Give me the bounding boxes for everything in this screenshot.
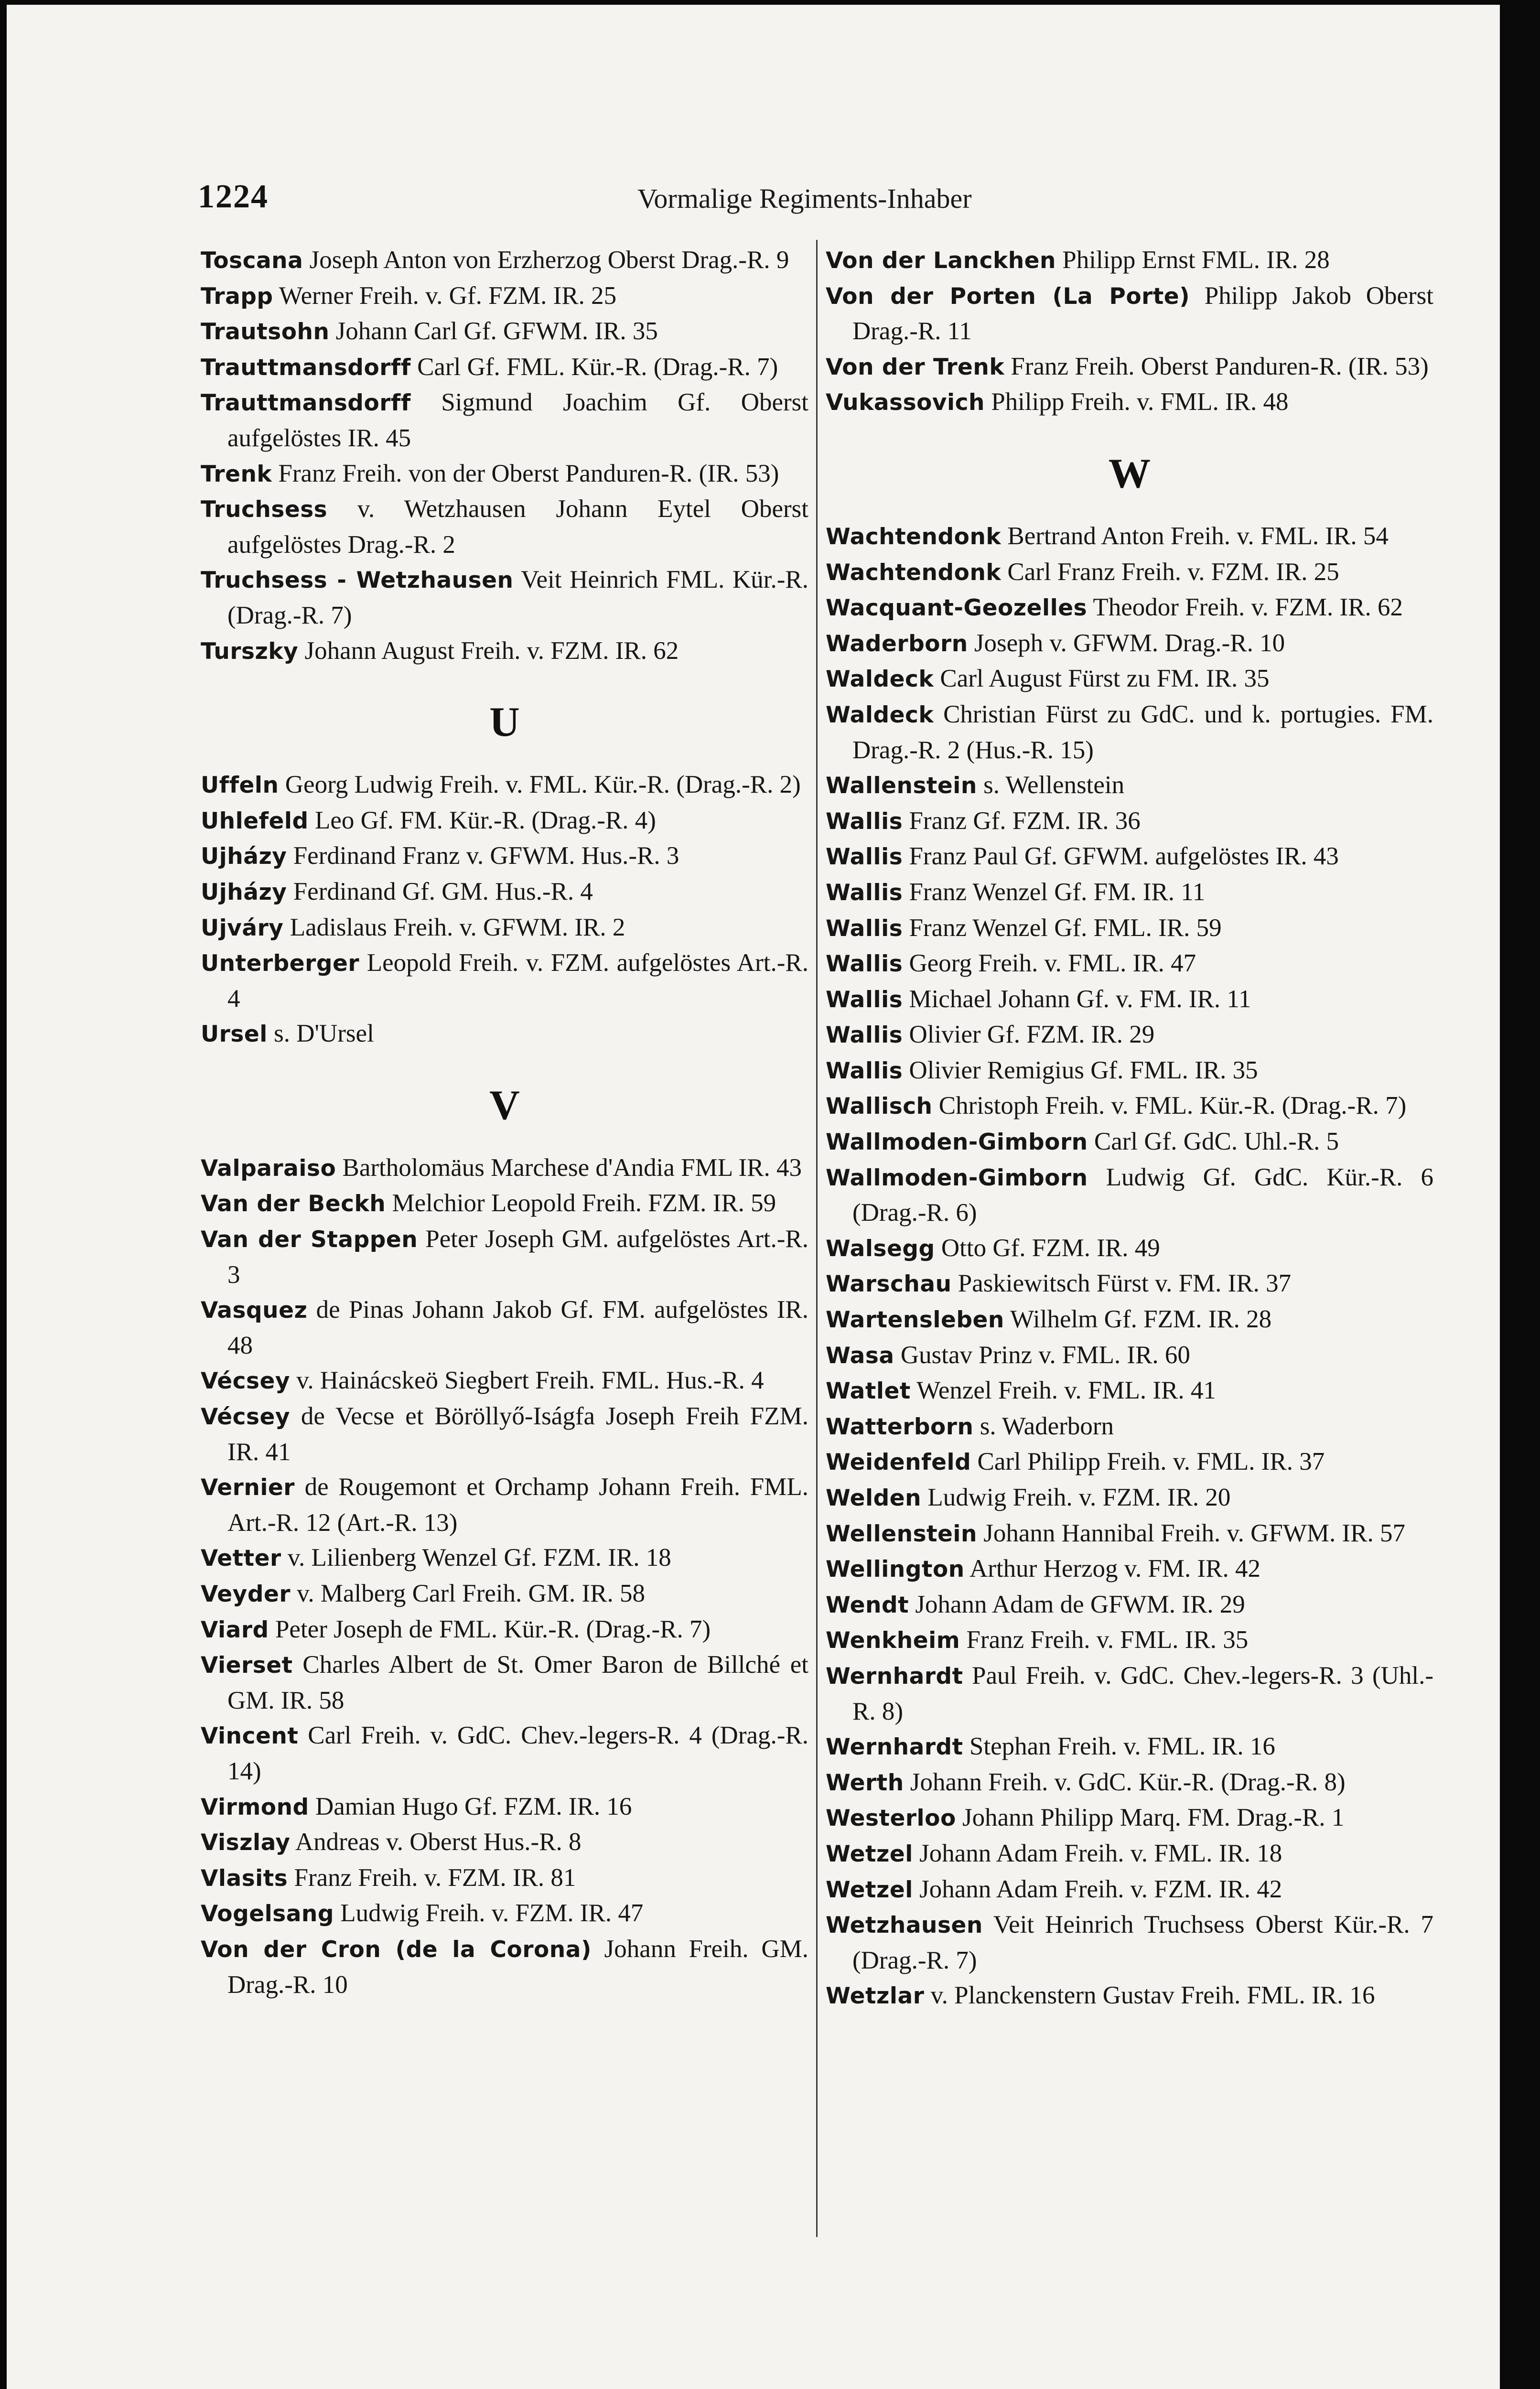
entry-text: Ferdinand Gf. GM. Hus.-R. 4 — [287, 877, 593, 905]
register-entry — [201, 314, 808, 350]
entry-headword: Wasa — [826, 1342, 894, 1369]
register-entry — [201, 910, 808, 946]
register-entry — [826, 1338, 1433, 1374]
register-entry — [826, 519, 1433, 555]
register-entry — [826, 1302, 1433, 1338]
entry-text: Ladislaus Freih. v. GFWM. IR. 2 — [283, 913, 625, 941]
register-entry — [826, 385, 1433, 420]
entry-headword: Van der Beckh — [201, 1191, 386, 1217]
entry-text: Johann Adam Freih. v. FML. IR. 18 — [913, 1839, 1282, 1867]
entry-headword: Vécsey — [201, 1404, 291, 1431]
register-entry — [826, 279, 1433, 349]
entry-text: Johann Hannibal Freih. v. GFWM. IR. 57 — [977, 1519, 1406, 1547]
entry-headword: Trenk — [201, 461, 272, 487]
entry-headword: Wendt — [826, 1592, 909, 1618]
register-entry — [826, 875, 1433, 911]
register-entry — [201, 1540, 808, 1576]
register-entry — [826, 982, 1433, 1018]
register-entry — [826, 1160, 1433, 1231]
entry-text: Veit Heinrich FML. Kür.-R. (Drag.-R. 7) — [227, 566, 808, 629]
register-entry — [826, 626, 1433, 662]
entry-headword: Vetter — [201, 1545, 281, 1572]
entry-headword: Watlet — [826, 1378, 911, 1405]
entry-headword: Wallis — [826, 1057, 903, 1084]
register-entry — [201, 946, 808, 1016]
entry-text: Stephan Freih. v. FML. IR. 16 — [963, 1733, 1275, 1761]
register-entry — [826, 349, 1433, 385]
entry-headword: Truchsess - Wetzhausen — [201, 567, 514, 594]
entry-headword: Watterborn — [826, 1413, 974, 1440]
register-entry — [826, 804, 1433, 839]
register-entry — [826, 1088, 1433, 1124]
entry-text: Carl Gf. FML. Kür.-R. (Drag.-R. 7) — [410, 353, 778, 381]
register-entry — [201, 1896, 808, 1932]
entry-text: Carl Gf. GdC. Uhl.-R. 5 — [1088, 1128, 1339, 1156]
entry-headword: Westerloo — [826, 1805, 956, 1832]
entry-headword: Turszky — [201, 638, 299, 665]
register-entry — [826, 1978, 1433, 2014]
register-entry — [201, 492, 808, 562]
register-entry — [826, 1765, 1433, 1801]
entry-headword: Virmond — [201, 1794, 309, 1820]
entry-text: Christoph Freih. v. FML. Kür.-R. (Drag.-R. 7) — [932, 1092, 1407, 1120]
register-entry — [826, 946, 1433, 982]
section-letter-heading: W — [1109, 450, 1151, 497]
register-entry — [826, 1623, 1433, 1658]
register-entry — [826, 1480, 1433, 1516]
entry-headword: Vlasits — [201, 1865, 288, 1892]
entry-text: Philipp Ernst FML. IR. 28 — [1056, 246, 1330, 274]
entry-text: Franz Freih. Oberst Panduren-R. (IR. 53) — [1004, 352, 1429, 380]
entry-text: Andreas v. Oberst Hus.-R. 8 — [290, 1828, 582, 1856]
entry-text: Peter Joseph GM. aufgelöstes Art.-R. 3 — [227, 1225, 808, 1289]
register-entry — [201, 1470, 808, 1540]
entry-headword: Wetzel — [826, 1876, 913, 1903]
entry-text: Melchior Leopold Freih. FZM. IR. 59 — [386, 1189, 776, 1217]
entry-headword: Uffeln — [201, 772, 279, 799]
register-entry — [201, 839, 808, 874]
entry-text: Ludwig Gf. GdC. Kür.-R. 6 (Drag.-R. 6) — [852, 1163, 1433, 1227]
entry-text: Carl August Fürst zu FM. IR. 35 — [934, 665, 1270, 693]
entry-text: v. Malberg Carl Freih. GM. IR. 58 — [291, 1580, 645, 1607]
entry-headword: Ujházy — [201, 843, 287, 870]
entry-text: Gustav Prinz v. FML. IR. 60 — [894, 1341, 1190, 1369]
entry-headword: Waldeck — [826, 666, 934, 693]
entry-text: Ludwig Freih. v. FZM. IR. 47 — [334, 1899, 644, 1927]
entry-text: v. Wetzhausen Johann Eytel Oberst aufgelöstes Drag.-R. 2 — [227, 495, 808, 559]
entry-headword: Van der Stappen — [201, 1227, 418, 1253]
entry-headword: Werth — [826, 1769, 904, 1796]
register-entry — [201, 1399, 808, 1470]
entry-headword: Vukassovich — [826, 389, 985, 416]
entry-headword: Walsegg — [826, 1235, 935, 1262]
running-title: Vormalige Regiments-Inhaber — [637, 183, 972, 214]
entry-headword: Wallis — [826, 951, 903, 978]
entry-headword: Vernier — [201, 1474, 295, 1501]
entry-text: Philipp Freih. v. FML. IR. 48 — [984, 388, 1289, 416]
entry-headword: Vierset — [201, 1652, 293, 1679]
register-entry — [201, 1825, 808, 1861]
entry-text: Franz Paul Gf. GFWM. aufgelöstes IR. 43 — [903, 842, 1339, 871]
entry-headword: Trapp — [201, 283, 273, 310]
register-entry — [201, 1861, 808, 1896]
entry-text: Leo Gf. FM. Kür.-R. (Drag.-R. 4) — [308, 806, 656, 834]
entry-text: Joseph Anton von Erzherzog Oberst Drag.-R. 9 — [303, 246, 789, 274]
entry-headword: Ujváry — [201, 915, 284, 941]
register-entry — [826, 1516, 1433, 1552]
entry-text: Johann Carl Gf. GFWM. IR. 35 — [329, 317, 658, 345]
register-entry — [826, 1231, 1433, 1267]
register-entry — [201, 1718, 808, 1789]
register-entry — [826, 590, 1433, 626]
entry-headword: Wernhardt — [826, 1663, 963, 1690]
entry-headword: Unterberger — [201, 950, 360, 977]
register-entry — [826, 1409, 1433, 1445]
entry-headword: Wallis — [826, 879, 903, 906]
register-entry — [201, 874, 808, 910]
entry-text: Johann Freih. GM. Drag.-R. 10 — [227, 1935, 808, 1999]
entry-text: s. Waderborn — [973, 1412, 1114, 1440]
register-entry — [201, 385, 808, 456]
entry-text: Franz Wenzel Gf. FML. IR. 59 — [903, 914, 1222, 942]
entry-text: Bertrand Anton Freih. v. FML. IR. 54 — [1001, 522, 1389, 550]
register-entry — [201, 456, 808, 492]
entry-text: Johann Freih. v. GdC. Kür.-R. (Drag.-R. 8) — [904, 1768, 1346, 1796]
entry-headword: Vasquez — [201, 1297, 308, 1324]
entry-text: Johann Adam Freih. v. FZM. IR. 42 — [913, 1875, 1282, 1903]
register-entry — [826, 1587, 1433, 1623]
register-entry — [826, 1907, 1433, 1978]
register-entry — [826, 839, 1433, 875]
entry-headword: Veyder — [201, 1581, 291, 1607]
register-entry — [201, 562, 808, 633]
entry-text: Paskiewitsch Fürst v. FM. IR. 37 — [951, 1270, 1292, 1298]
entry-headword: Wallis — [826, 915, 903, 942]
entry-text: Sigmund Joachim Gf. Oberst aufgelöstes IR. 45 — [227, 388, 808, 452]
entry-text: Carl Philipp Freih. v. FML. IR. 37 — [971, 1448, 1325, 1476]
entry-text: v. Hainácskeö Siegbert Freih. FML. Hus.-R. 4 — [290, 1367, 764, 1395]
entry-text: de Rougemont et Orchamp Johann Freih. FML. Art.-R. 12 (Art.-R. 13) — [227, 1473, 808, 1537]
entry-text: Ludwig Freih. v. FZM. IR. 20 — [921, 1484, 1231, 1511]
register-entry — [201, 1151, 808, 1186]
entry-headword: Welden — [826, 1485, 922, 1511]
register-entry — [826, 661, 1433, 697]
register-entry — [826, 1266, 1433, 1302]
entry-text: Olivier Gf. FZM. IR. 29 — [903, 1021, 1155, 1049]
entry-headword: Von der Lanckhen — [826, 248, 1056, 274]
entry-headword: Ujházy — [201, 879, 287, 905]
entry-headword: Valparaiso — [201, 1155, 336, 1182]
entry-text: de Vecse et Böröllyő-Iságfa Joseph Freih FZM. IR. 41 — [227, 1402, 808, 1466]
entry-text: Paul Freih. v. GdC. Chev.-legers-R. 3 (Uhl.-R. 8) — [852, 1661, 1433, 1725]
entry-text: Franz Freih. v. FZM. IR. 81 — [288, 1863, 576, 1892]
register-entry — [201, 1292, 808, 1363]
entry-headword: Wallenstein — [826, 773, 977, 799]
register-entry — [201, 1647, 808, 1718]
entry-headword: Wacquant-Geozelles — [826, 595, 1088, 622]
register-entry — [826, 1053, 1433, 1089]
register-entry — [201, 767, 808, 803]
entry-headword: Vogelsang — [201, 1901, 334, 1927]
entry-text: de Pinas Johann Jakob Gf. FM. aufgelöstes IR. 48 — [227, 1296, 808, 1359]
entry-text: Werner Freih. v. Gf. FZM. IR. 25 — [273, 281, 617, 310]
register-entry — [826, 768, 1433, 804]
entry-headword: Trautsohn — [201, 319, 330, 345]
column-divider — [816, 240, 818, 2237]
register-entry — [201, 350, 808, 386]
register-entry — [201, 279, 808, 314]
entry-text: Philipp Jakob Oberst Drag.-R. 11 — [852, 281, 1433, 345]
register-entry — [201, 1016, 808, 1052]
left-column — [201, 243, 808, 2002]
entry-text: Christian Fürst zu GdC. und k. portugies. FM. Drag.-R. 2 (Hus.-R. 15) — [852, 700, 1433, 764]
register-entry — [201, 1789, 808, 1825]
entry-headword: Wallmoden-Gimborn — [826, 1129, 1088, 1156]
section-letter-heading: U — [489, 699, 520, 746]
section-letter-heading: V — [489, 1082, 520, 1129]
entry-headword: Wenkheim — [826, 1627, 960, 1654]
entry-text: Ferdinand Franz v. GFWM. Hus.-R. 3 — [287, 842, 679, 870]
entry-headword: Uhlefeld — [201, 807, 309, 834]
register-entry — [201, 1576, 808, 1612]
entry-headword: Wallis — [826, 808, 903, 835]
entry-text: Olivier Remigius Gf. FML. IR. 35 — [903, 1056, 1258, 1084]
register-entry — [201, 1222, 808, 1292]
register-entry — [201, 243, 808, 279]
entry-text: Johann August Freih. v. FZM. IR. 62 — [298, 636, 679, 665]
entry-text: Franz Freih. v. FML. IR. 35 — [960, 1626, 1249, 1654]
document-page — [7, 5, 1500, 2389]
register-entry — [826, 1373, 1433, 1409]
entry-headword: Wellington — [826, 1556, 965, 1583]
entry-text: Johann Philipp Marq. FM. Drag.-R. 1 — [956, 1804, 1345, 1832]
entry-headword: Wetzlar — [826, 1983, 925, 2010]
entry-text: Franz Wenzel Gf. FM. IR. 11 — [903, 878, 1206, 906]
entry-text: Veit Heinrich Truchsess Oberst Kür.-R. 7 (Drag.-R. 7) — [852, 1911, 1433, 1974]
entry-headword: Trauttmansdorff — [201, 390, 411, 417]
entry-text: Franz Freih. von der Oberst Panduren-R. (IR. 53) — [272, 459, 779, 487]
entry-text: Carl Franz Freih. v. FZM. IR. 25 — [1001, 558, 1339, 586]
entry-text: Charles Albert de St. Omer Baron de Billché et GM. IR. 58 — [227, 1651, 808, 1714]
entry-headword: Wellenstein — [826, 1520, 977, 1547]
entry-headword: Wetzhausen — [826, 1912, 983, 1939]
entry-headword: Wetzel — [826, 1840, 913, 1867]
entry-headword: Toscana — [201, 248, 303, 274]
entry-text: Damian Hugo Gf. FZM. IR. 16 — [309, 1792, 632, 1820]
entry-text: s. Wellenstein — [977, 771, 1125, 799]
entry-text: s. D'Ursel — [267, 1020, 374, 1048]
entry-text: Georg Freih. v. FML. IR. 47 — [903, 949, 1196, 978]
entry-headword: Wallis — [826, 844, 903, 871]
entry-headword: Truchsess — [201, 496, 328, 523]
entry-text: Georg Ludwig Freih. v. FML. Kür.-R. (Drag.-R. 2) — [279, 771, 801, 799]
register-entry — [201, 803, 808, 839]
entry-text: Carl Freih. v. GdC. Chev.-legers-R. 4 (Drag.-R. 14) — [227, 1722, 808, 1785]
register-entry — [826, 1658, 1433, 1729]
entry-text: Franz Gf. FZM. IR. 36 — [903, 807, 1141, 835]
entry-text: Peter Joseph de FML. Kür.-R. (Drag.-R. 7) — [269, 1615, 711, 1643]
register-entry — [201, 1186, 808, 1222]
entry-headword: Wachtendonk — [826, 559, 1002, 586]
entry-headword: Wartensleben — [826, 1307, 1004, 1334]
register-entry — [826, 1836, 1433, 1872]
entry-text: Theodor Freih. v. FZM. IR. 62 — [1087, 593, 1403, 622]
page-number: 1224 — [198, 178, 269, 215]
register-entry — [201, 1932, 808, 2002]
entry-text: Bartholomäus Marchese d'Andia FML IR. 43 — [336, 1153, 802, 1182]
register-entry — [201, 1363, 808, 1399]
entry-headword: Wallis — [826, 1022, 903, 1049]
entry-headword: Viszlay — [201, 1829, 291, 1856]
entry-headword: Waldeck — [826, 701, 934, 728]
right-column — [826, 243, 1433, 2014]
register-entry — [201, 1612, 808, 1648]
entry-headword: Von der Cron (de la Corona) — [201, 1936, 592, 1963]
register-entry — [826, 1800, 1433, 1836]
entry-text: Wilhelm Gf. FZM. IR. 28 — [1004, 1305, 1272, 1334]
entry-headword: Warschau — [826, 1271, 952, 1298]
entry-headword: Trauttmansdorff — [201, 354, 411, 381]
entry-text: Wenzel Freih. v. FML. IR. 41 — [910, 1377, 1216, 1405]
entry-headword: Vincent — [201, 1723, 299, 1750]
entry-text: Otto Gf. FZM. IR. 49 — [935, 1234, 1160, 1262]
entry-headword: Weidenfeld — [826, 1449, 971, 1476]
entry-headword: Wernhardt — [826, 1734, 963, 1761]
entry-headword: Wallisch — [826, 1093, 933, 1120]
entry-headword: Vécsey — [201, 1368, 291, 1395]
register-entry — [826, 1124, 1433, 1160]
entry-text: Johann Adam de GFWM. IR. 29 — [909, 1590, 1245, 1618]
entry-headword: Wachtendonk — [826, 523, 1002, 550]
register-entry — [826, 1444, 1433, 1480]
register-entry — [826, 555, 1433, 591]
register-entry — [826, 1872, 1433, 1908]
register-entry — [826, 243, 1433, 279]
entry-headword: Ursel — [201, 1021, 268, 1048]
entry-headword: Von der Trenk — [826, 354, 1005, 380]
entry-headword: Wallis — [826, 986, 903, 1013]
entry-headword: Von der Porten (La Porte) — [826, 283, 1190, 310]
entry-text: v. Planckenstern Gustav Freih. FML. IR. 16 — [924, 1981, 1375, 2010]
register-entry — [826, 1017, 1433, 1053]
entry-headword: Viard — [201, 1616, 269, 1643]
register-entry — [201, 634, 808, 669]
register-entry — [826, 1729, 1433, 1765]
register-entry — [826, 911, 1433, 947]
entry-text: Michael Johann Gf. v. FM. IR. 11 — [903, 985, 1251, 1013]
entry-text: Arthur Herzog v. FM. IR. 42 — [964, 1555, 1260, 1583]
entry-headword: Waderborn — [826, 630, 968, 657]
entry-text: v. Lilienberg Wenzel Gf. FZM. IR. 18 — [281, 1544, 671, 1572]
entry-headword: Wallmoden-Gimborn — [826, 1164, 1088, 1191]
page-header — [198, 178, 1454, 221]
register-entry — [826, 1551, 1433, 1587]
entry-text: Leopold Freih. v. FZM. aufgelöstes Art.-R. 4 — [227, 949, 808, 1012]
entry-text: Joseph v. GFWM. Drag.-R. 10 — [968, 629, 1285, 657]
register-entry — [826, 697, 1433, 768]
